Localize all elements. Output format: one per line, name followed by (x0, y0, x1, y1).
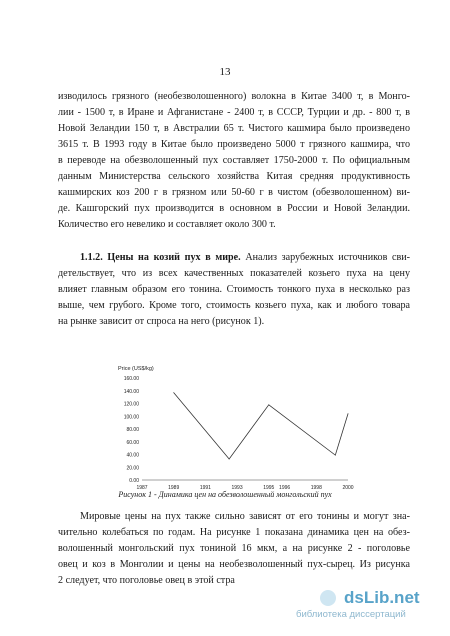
watermark-subtitle: библиотека диссертаций (296, 609, 406, 620)
text-line: 3615 т. В 1993 году в Китае было произведено 5000 т грязного кашмира, что (58, 139, 410, 150)
section-first-line (80, 251, 410, 265)
x-tick-label: 1991 (199, 485, 211, 491)
text-line: Новой Зеландии 150 т, в Австралии 65 т. Чистого кашмира было произведено (58, 123, 410, 134)
y-tick-label: 20.00 (126, 465, 139, 472)
text-line: в переводе на обезволошенный пух составляет 1750-2000 т. По официальным (58, 155, 410, 166)
y-tick-label: 140.00 (123, 388, 139, 395)
series-point (229, 459, 230, 460)
section-heading-rest: Анализ зарубежных источников сви- (240, 252, 410, 263)
y-tick-label: 100.00 (123, 414, 139, 421)
x-tick-label: 1998 (310, 485, 322, 491)
x-tick-label: 1987 (136, 485, 148, 491)
x-tick-label: 2000 (342, 485, 354, 491)
x-tick-label: 1993 (231, 485, 243, 491)
y-tick-label: 60.00 (126, 439, 139, 446)
section-paragraph (58, 251, 410, 331)
text-line: детельствует, что из всех качественных показателей козьего пуха на цену (58, 268, 410, 279)
text-line: кашмирских коз 200 г в грязном или 50-60 г в чистом (обезволошенном) ви- (58, 187, 410, 198)
text-line: выше, чем грубого. Кроме того, стоимость козьего пуха, как и любого товара (58, 300, 410, 311)
x-tick-label: 1989 (168, 485, 180, 491)
series-line (174, 393, 348, 459)
y-tick-label: 40.00 (126, 452, 139, 459)
text-line: чительно колебаться по годам. На рисунке 1 показана динамика цен на обез- (58, 527, 410, 538)
intro-paragraph (58, 90, 410, 230)
text-line: на рынке зависит от спроса на него (рисунок 1). (58, 316, 265, 327)
y-tick-label: 80.00 (126, 427, 139, 433)
text-line: лии - 1500 т, в Иране и Афганистане - 2400 т, в СССР, Турции и др. - 800 т, в (58, 107, 410, 118)
series-point (335, 455, 336, 456)
y-axis-label: Price (US$/kg) (118, 366, 154, 372)
y-tick-label: 120.00 (123, 401, 139, 408)
x-tick-label: 1995 (263, 485, 275, 491)
price-chart (118, 362, 354, 494)
figure-caption: Рисунок 1 - Динамика цен на обезволошенный монгольский пух (118, 490, 332, 499)
series-point (268, 404, 269, 405)
text-line: Мировые цены на пух также сильно зависят от его тонины и могут зна- (80, 511, 410, 522)
text-line: Количество его невелико и составляет около 300 т. (58, 219, 276, 230)
y-tick-label: 160.00 (123, 376, 139, 382)
text-line: овец и коз в Монголии и цены на необезволошенный пух-сырец. Из рисунка (58, 559, 410, 570)
text-line: влияет главным образом его тонина. Стоимость тонкого пуха в несколько раз (58, 284, 410, 295)
series-point (348, 413, 349, 414)
page-number: 13 (219, 66, 231, 78)
y-tick-label: 0.00 (129, 478, 139, 484)
watermark-logo: dsLib.net (344, 588, 420, 607)
watermark-logo-icon (320, 590, 336, 606)
text-line: де. Кашгорский пух производится в основном в России и Новой Зеландии. (58, 203, 410, 214)
y-tick-group (124, 376, 140, 484)
after-paragraph (58, 510, 410, 590)
text-line: данным Министерства сельского хозяйства Китая средняя продуктивность (58, 171, 410, 182)
text-line: изводилось грязного (необезволошенного) волокна в Китае 3400 т, в Монго- (58, 91, 410, 102)
text-line: 2 следует, что поголовье овец в этой стра (58, 575, 235, 586)
series-point (173, 392, 174, 393)
text-line: волошенный монгольский пух тониной 16 мкм, а на рисунке 2 - поголовье (58, 543, 410, 554)
series-group (173, 392, 348, 459)
section-heading: 1.1.2. Цены на козий пух в мире. (80, 252, 241, 263)
x-tick-label: 1996 (279, 485, 291, 491)
watermark (296, 588, 446, 630)
